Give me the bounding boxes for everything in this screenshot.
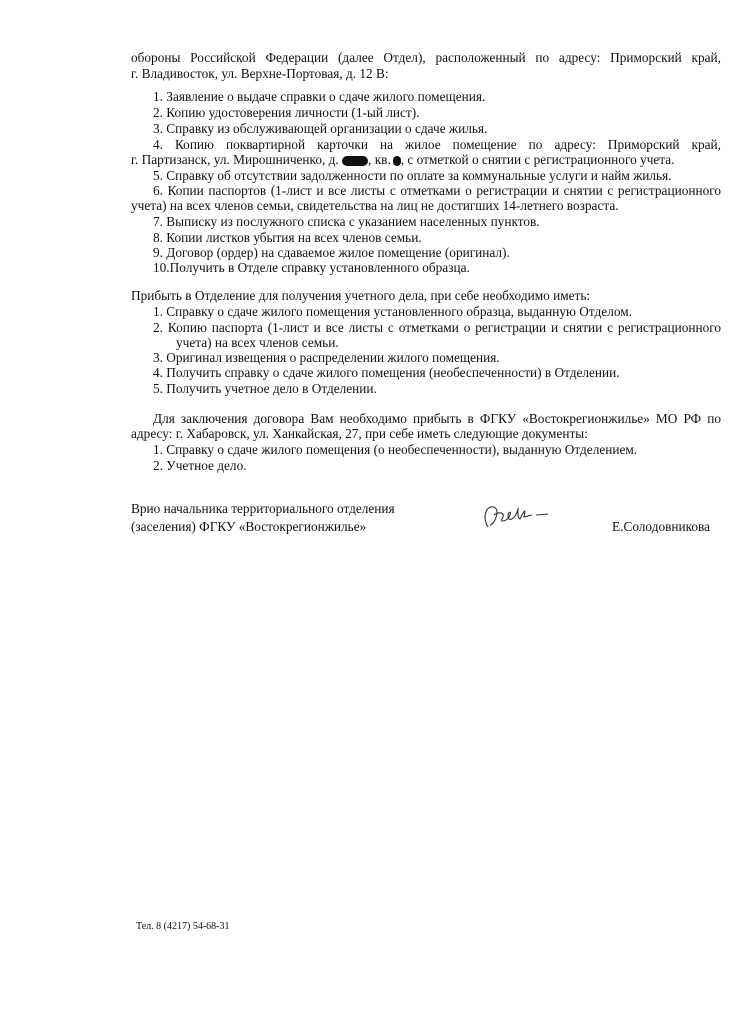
- list-item: 1. Заявление о выдаче справки о сдаче жилого помещения.: [153, 89, 486, 104]
- list-item: 2. Копию удостоверения личности (1-ый лист).: [153, 105, 420, 120]
- section-2-heading: Прибыть в Отделение для получения учетного дела, при себе необходимо иметь:: [131, 288, 591, 303]
- section-3-line-2: адресу: г. Хабаровск, ул. Ханкайская, 27, при себе иметь следующие документы:: [131, 426, 588, 441]
- list-item: 2. Учетное дело.: [153, 458, 247, 473]
- list-item: 8. Копии листков убытия на всех членов семьи.: [153, 230, 422, 245]
- list-item-continuation: г. Партизанск, ул. Мирошниченко, д. , кв. , с отметкой о снятии с регистрационного учета.: [131, 152, 675, 167]
- list-item: 6. Копии паспортов (1-лист и все листы с отметками о регистрации и снятии с регистрационного: [153, 183, 721, 198]
- list-item-continuation: учета) на всех членов семьи.: [176, 335, 339, 350]
- list-item: 1. Справку о сдаче жилого помещения (о необеспеченности), выданную Отделением.: [153, 442, 638, 457]
- footer-phone: Тел. 8 (4217) 54-68-31: [136, 921, 230, 932]
- redaction-mark: [342, 156, 368, 166]
- list-item: 3. Справку из обслуживающей организации о сдаче жилья.: [153, 121, 488, 136]
- list-item: 3. Оригинал извещения о распределении жилого помещения.: [153, 350, 500, 365]
- signatory-position-line-1: Врио начальника территориального отделения: [131, 501, 395, 516]
- signatory-position-line-2: (заселения) ФГКУ «Востокрегионжилье»: [131, 519, 367, 534]
- redaction-mark: [393, 156, 401, 166]
- address-text: г. Партизанск, ул. Мирошниченко, д.: [131, 152, 339, 167]
- apartment-label: кв.: [374, 152, 391, 167]
- intro-line-2: г. Владивосток, ул. Верхне-Портовая, д. 12 В:: [131, 66, 389, 81]
- signatory-name: Е.Солодовникова: [612, 519, 711, 534]
- list-item: 5. Справку об отсутствии задолженности по оплате за коммунальные услуги и найм жилья.: [153, 168, 672, 183]
- list-item: 4. Копию поквартирной карточки на жилое помещение по адресу: Приморский край,: [153, 137, 721, 152]
- list-item: 4. Получить справку о сдаче жилого помещения (необеспеченности) в Отделении.: [153, 365, 620, 380]
- list-item: 5. Получить учетное дело в Отделении.: [153, 381, 377, 396]
- list-item-continuation: учета) на всех членов семьи, свидетельства на лиц не достигших 14-летнего возраста.: [131, 198, 619, 213]
- list-item: 1. Справку о сдаче жилого помещения установленного образца, выданную Отделом.: [153, 304, 632, 319]
- address-text-end: , с отметкой о снятии с регистрационного учета.: [400, 152, 675, 167]
- section-3-line-1: Для заключения договора Вам необходимо прибыть в ФГКУ «Востокрегионжилье» МО РФ по: [153, 411, 721, 426]
- list-item: 7. Выписку из послужного списка с указанием населенных пунктов.: [153, 214, 540, 229]
- list-item: 10.Получить в Отделе справку установленного образца.: [153, 260, 470, 275]
- list-item: 9. Договор (ордер) на сдаваемое жилое помещение (оригинал).: [153, 245, 510, 260]
- handwritten-signature: [478, 497, 558, 541]
- intro-line-1: обороны Российской Федерации (далее Отдел), расположенный по адресу: Приморский край,: [131, 50, 721, 65]
- list-item: 2. Копию паспорта (1-лист и все листы с отметками о регистрации и снятии с регистрационного: [153, 320, 721, 335]
